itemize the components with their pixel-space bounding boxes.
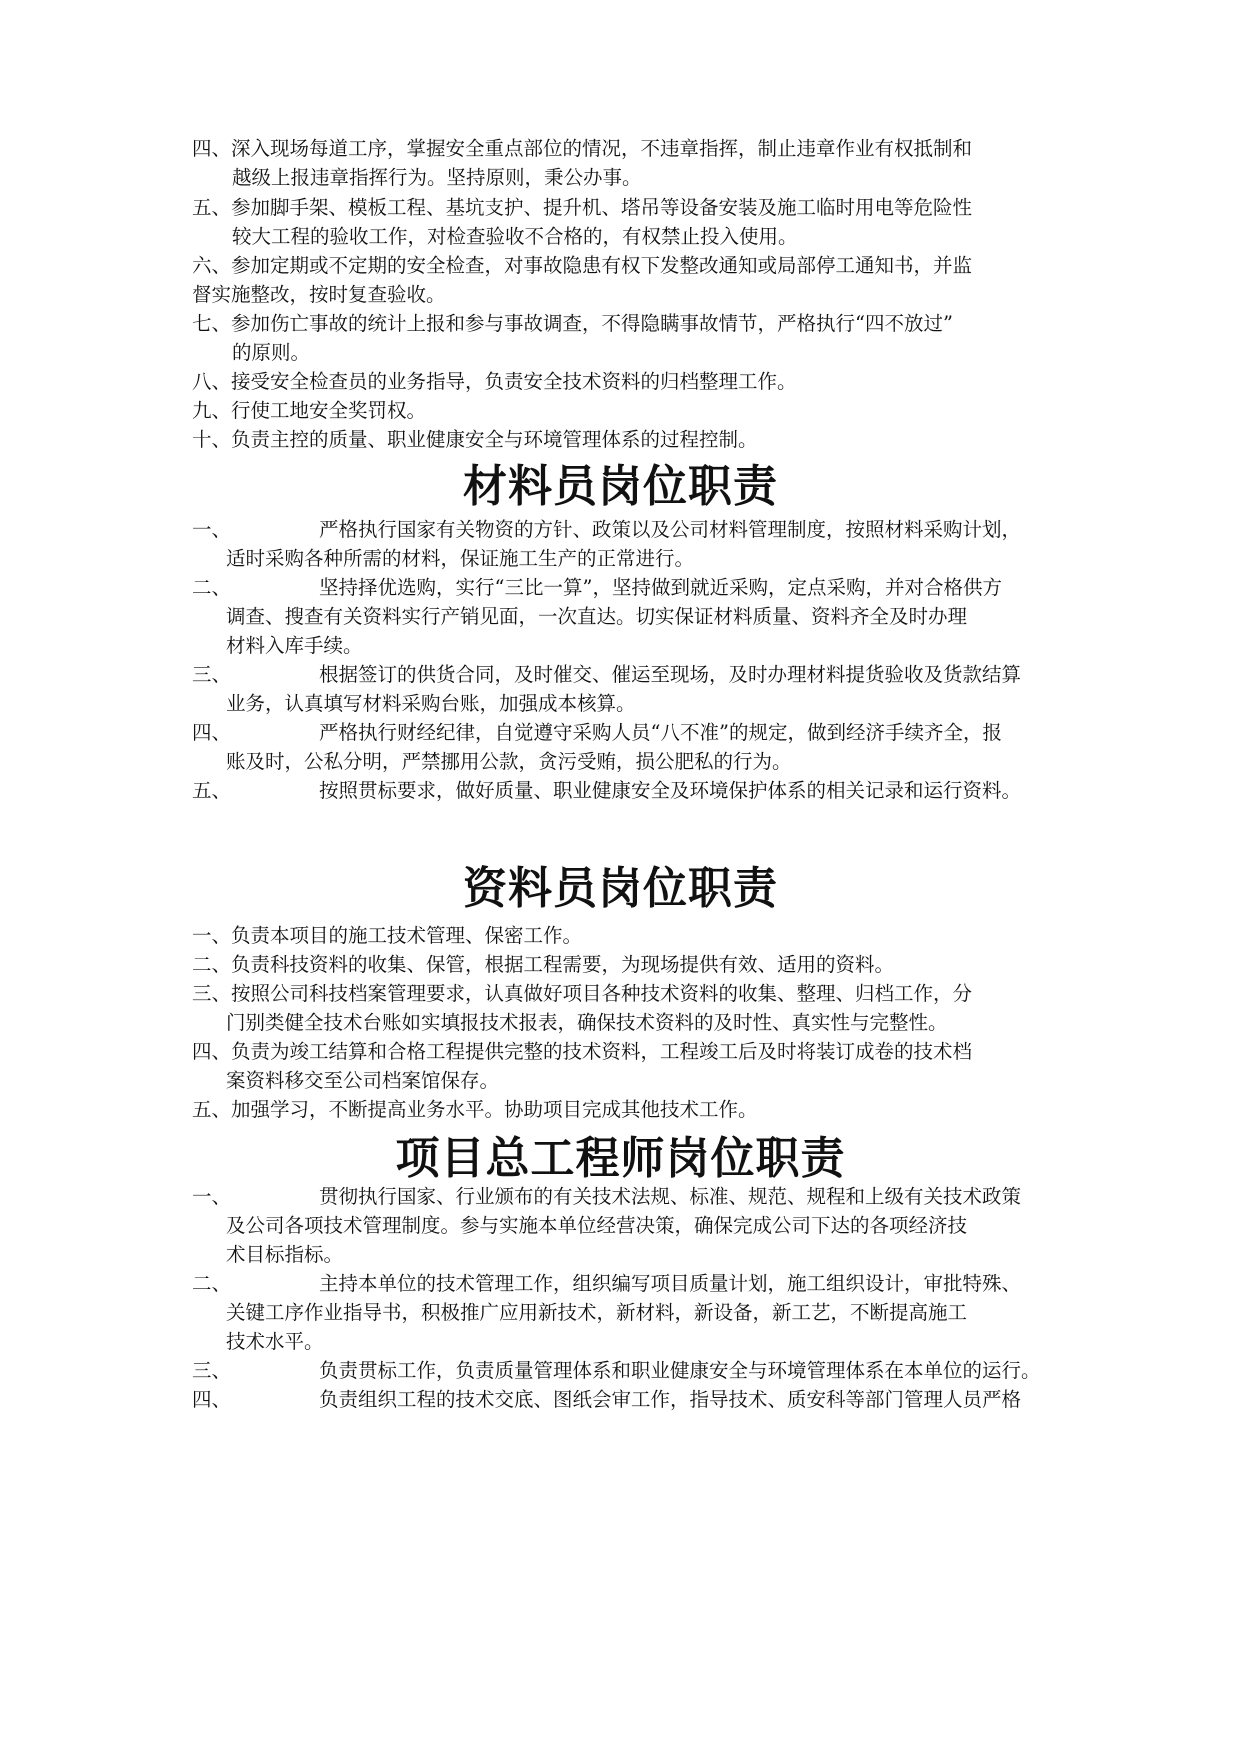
list-item: 三、按照公司科技档案管理要求，认真做好项目各种技术资料的收集、整理、归档工作，分 bbox=[192, 982, 973, 1005]
list-item-continuation: 督实施整改，按时复查验收。 bbox=[192, 283, 446, 306]
list-item: 一、负责本项目的施工技术管理、保密工作。 bbox=[192, 924, 583, 947]
list-item: 二、负责科技资料的收集、保管，根据工程需要，为现场提供有效、适用的资料。 bbox=[192, 953, 895, 976]
list-item: 五、加强学习，不断提高业务水平。协助项目完成其他技术工作。 bbox=[192, 1098, 758, 1121]
section-title-records: 资料员岗位职责 bbox=[463, 863, 778, 914]
list-item: 四、 严格执行财经纪律，自觉遵守采购人员“八不准”的规定，做到经济手续齐全，报 bbox=[192, 721, 1002, 744]
list-item-continuation: 的原则。 bbox=[232, 341, 311, 364]
list-item: 四、深入现场每道工序，掌握安全重点部位的情况，不违章指挥，制止违章作业有权抵制和 bbox=[192, 137, 973, 160]
list-item-continuation: 材料入库手续。 bbox=[226, 634, 363, 657]
list-item: 五、参加脚手架、模板工程、基坑支护、提升机、塔吊等设备安装及施工临时用电等危险性 bbox=[192, 196, 973, 219]
list-item-continuation: 较大工程的验收工作，对检查验收不合格的，有权禁止投入使用。 bbox=[232, 225, 798, 248]
list-item: 七、参加伤亡事故的统计上报和参与事故调查，不得隐瞒事故情节，严格执行“四不放过” bbox=[192, 312, 953, 335]
list-item-continuation: 账及时，公私分明，严禁挪用公款，贪污受贿，损公肥私的行为。 bbox=[226, 750, 792, 773]
list-item-continuation: 业务，认真填写材料采购台账，加强成本核算。 bbox=[226, 692, 636, 715]
list-item: 九、行使工地安全奖罚权。 bbox=[192, 399, 427, 422]
list-item: 六、参加定期或不定期的安全检查，对事故隐患有权下发整改通知或局部停工通知书，并监 bbox=[192, 254, 973, 277]
list-item-continuation: 适时采购各种所需的材料，保证施工生产的正常进行。 bbox=[226, 547, 695, 570]
list-item-continuation: 及公司各项技术管理制度。参与实施本单位经营决策，确保完成公司下达的各项经济技 bbox=[226, 1214, 968, 1237]
list-item-continuation: 术目标指标。 bbox=[226, 1243, 344, 1266]
list-item: 四、 负责组织工程的技术交底、图纸会审工作，指导技术、质安科等部门管理人员严格 bbox=[192, 1388, 1022, 1411]
list-item-continuation: 关键工序作业指导书，积极推广应用新技术，新材料，新设备，新工艺，不断提高施工 bbox=[226, 1301, 968, 1324]
section-title-materials: 材料员岗位职责 bbox=[463, 461, 778, 512]
section-title-chief-engineer: 项目总工程师岗位职责 bbox=[395, 1133, 846, 1184]
list-item: 二、 坚持择优选购，实行“三比一算”，坚持做到就近采购，定点采购，并对合格供方 bbox=[192, 576, 1002, 599]
list-item: 四、负责为竣工结算和合格工程提供完整的技术资料，工程竣工后及时将装订成卷的技术档 bbox=[192, 1040, 973, 1063]
list-item-continuation: 调查、搜查有关资料实行产销见面，一次直达。切实保证材料质量、资料齐全及时办理 bbox=[226, 605, 968, 628]
list-item-continuation: 技术水平。 bbox=[226, 1330, 324, 1353]
list-item: 五、 按照贯标要求，做好质量、职业健康安全及环境保护体系的相关记录和运行资料。 bbox=[192, 779, 1022, 802]
list-item: 一、 贯彻执行国家、行业颁布的有关技术法规、标准、规范、规程和上级有关技术政策 bbox=[192, 1185, 1022, 1208]
list-item-continuation: 案资料移交至公司档案馆保存。 bbox=[226, 1069, 500, 1092]
list-item: 八、接受安全检查员的业务指导，负责安全技术资料的归档整理工作。 bbox=[192, 370, 797, 393]
list-item-continuation: 越级上报违章指挥行为。坚持原则，秉公办事。 bbox=[232, 166, 642, 189]
list-item-continuation: 门别类健全技术台账如实填报技术报表，确保技术资料的及时性、真实性与完整性。 bbox=[226, 1011, 948, 1034]
list-item: 三、 负责贯标工作，负责质量管理体系和职业健康安全与环境管理体系在本单位的运行。 bbox=[192, 1359, 1041, 1382]
list-item: 一、 严格执行国家有关物资的方针、政策以及公司材料管理制度，按照材料采购计划， bbox=[192, 518, 1022, 541]
list-item: 十、负责主控的质量、职业健康安全与环境管理体系的过程控制。 bbox=[192, 428, 758, 451]
list-item: 二、 主持本单位的技术管理工作，组织编写项目质量计划，施工组织设计，审批特殊、 bbox=[192, 1272, 1022, 1295]
list-item: 三、 根据签订的供货合同，及时催交、催运至现场，及时办理材料提货验收及货款结算 bbox=[192, 663, 1022, 686]
